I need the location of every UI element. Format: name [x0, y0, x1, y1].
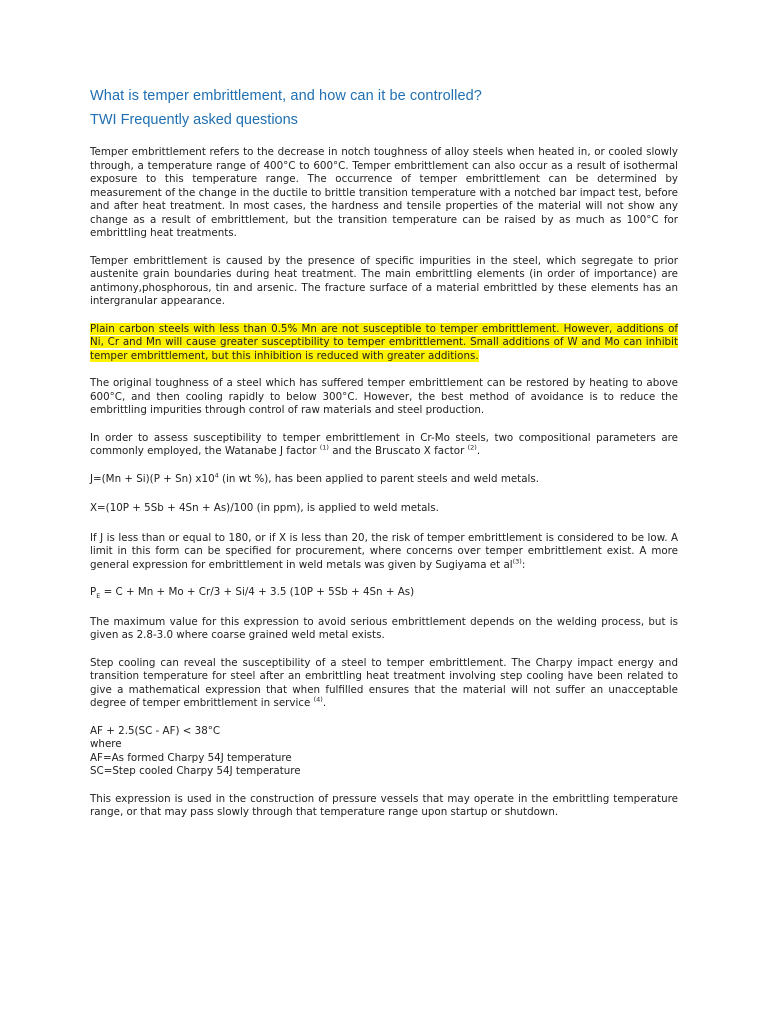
step-line: where [90, 738, 122, 750]
j-formula-a: J=(Mn + Si)(P + Sn) x10 [90, 472, 215, 485]
reference-1: (1) [319, 443, 329, 452]
paragraph-step-cooling [90, 657, 678, 711]
step-line: AF + 2.5(SC - AF) < 38°C [90, 724, 221, 737]
assessment-text-b: and the Bruscato X factor [328, 445, 468, 457]
limits-text-b: : [521, 558, 526, 571]
step-cooling-text-b: . [322, 697, 327, 709]
document-title: What is temper embrittlement, and how can it be controlled? [90, 88, 482, 104]
step-cooling-text-a: Step cooling can reveal the susceptibility of a steel to temper embrittlement. The Charpy impact energy and transition temperature for steel after an embrittling heat treatment involving step cooling have been related to give a mathematical expression that when fulfilled ensures that the material will not suffer an unacceptable degree of temper embrittlement in service [90, 656, 678, 709]
assessment-text-a: In order to assess susceptibility to temper embrittlement in Cr-Mo steels, two compositional parameters are commonly employed, the Watanabe J factor [90, 431, 678, 457]
paragraph-highlighted [90, 323, 678, 364]
limits-text-a: If J is less than or equal to 180, or if X is less than 20, the risk of temper embrittlement is considered to be low. A limit in this form can be specified for procurement, where concerns over temper embrittlement exist. A more general expression for embrittlement in weld metals was given by Sugiyama et al [90, 531, 678, 571]
pe-formula [90, 586, 678, 600]
document-subtitle: TWI Frequently asked questions [90, 112, 298, 128]
paragraph-pressure-vessels: This expression is used in the construction of pressure vessels that may operate in the embrittling temperature range, or that may pass slowly through that temperature range upon startup or shutdown. [90, 792, 678, 818]
j-formula-b: (in wt %), has been applied to parent steels and weld metals. [218, 472, 540, 485]
reference-2: (2) [467, 443, 477, 452]
step-cooling-formula-block [90, 725, 678, 779]
paragraph-maximum-value: The maximum value for this expression to avoid serious embrittlement depends on the welding process, but is given as 2.8-3.0 where coarse grained weld metal exists. [90, 615, 678, 641]
step-line: SC=Step cooled Charpy 54J temperature [90, 765, 301, 777]
highlighted-text: Plain carbon steels with less than 0.5% Mn are not susceptible to temper embrittlement. However, additions of Ni, Cr and Mn will cause greater susceptibility to temper embrittlement. Small additions of W and Mo can inhibit temper embrittlement, but this inhibition is reduced with greater additions. [90, 322, 678, 362]
step-line: AF=As formed Charpy 54J temperature [90, 751, 292, 764]
pe-formula-sub: E [96, 592, 101, 601]
paragraph-definition: Temper embrittlement refers to the decrease in notch toughness of alloy steels when heated in, or cooled slowly through, a temperature range of 400°C to 600°C. Temper embrittlement can also occur as a result of isothermal exposure to this temperature range. The occurrence of temper embrittlement can be determined by measurement of the change in the ductile to brittle transition temperature with a notched bar impact test, before and after heat treatment. In most cases, the hardness and tensile properties of the material will not show any change as a result of embrittlement, but the transition temperature can be raised by as much as 100°C for embrittling heat treatments. [90, 146, 678, 239]
x-factor-formula: X=(10P + 5Sb + 4Sn + As)/100 (in ppm), is applied to weld metals. [90, 502, 439, 514]
assessment-text-c: . [476, 445, 481, 457]
j-factor-formula [90, 473, 678, 487]
paragraph-causes: Temper embrittlement is caused by the presence of specific impurities in the steel, which segregate to prior austenite grain boundaries during heat treatment. The main embrittling elements (in order of importance) are antimony,phosphorous, tin and arsenic. The fracture surface of a material embrittled by these elements has an intergranular appearance. [90, 254, 678, 307]
j-formula-exponent: 4 [214, 471, 219, 480]
paragraph-restoration: The original toughness of a steel which has suffered temper embrittlement can be restored by heating to above 600°C, and then cooling rapidly to below 300°C. However, the best method of avoidance is to reduce the embrittling impurities through control of raw materials and steel production. [90, 377, 678, 416]
reference-4: (4) [313, 695, 323, 704]
paragraph-limits [90, 532, 678, 573]
reference-3: (3) [512, 557, 522, 566]
pe-formula-a: P [90, 586, 97, 598]
paragraph-assessment [90, 432, 678, 459]
pe-formula-b: = C + Mn + Mo + Cr/3 + Si/4 + 3.5 (10P + 5Sb + 4Sn + As) [100, 586, 415, 598]
